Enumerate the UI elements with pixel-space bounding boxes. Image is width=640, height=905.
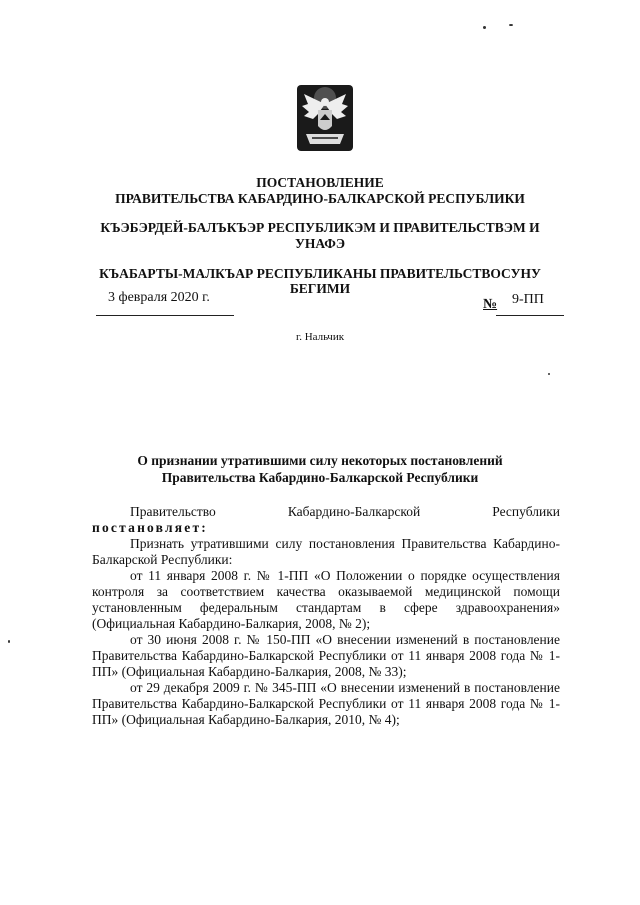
number-underline: [496, 315, 564, 316]
city-name: г. Нальчик: [295, 331, 345, 343]
decree-date: 3 февраля 2020 г.: [108, 290, 210, 305]
balkar-line-2: БЕГИМИ: [289, 281, 351, 296]
scan-speck: [8, 640, 10, 643]
scan-speck: [548, 373, 550, 375]
subject-line-1: О признании утратившими силу некоторых постановлений: [137, 453, 503, 468]
gov-word-1: Правительство: [130, 504, 216, 519]
paragraph-2: от 11 января 2008 г. № 1-ПП «О Положении о порядке осуществления контроля за соответствием качества оказываемой медицинской помощи установленным федеральным стандартам в сфере здравоохранения» (Официальная Кабардино-Балкария, 2008, № 2);: [92, 568, 560, 631]
date-underline: [96, 315, 234, 316]
paragraph-4: от 29 декабря 2009 г. № 345-ПП «О внесении изменений в постановление Правительства Кабардино-Балкарской Республики от 11 января 2008 года № 1-ПП» (Официальная Кабардино-Балкария, 2010, № 4);: [92, 680, 560, 727]
title-line-2: ПРАВИТЕЛЬСТВА КАБАРДИНО-БАЛКАРСКОЙ РЕСПУБЛИКИ: [115, 191, 525, 206]
kabardian-title: [80, 220, 560, 252]
decree-subject: [80, 452, 560, 486]
paragraph-1: Признать утратившими силу постановления Правительства Кабардино-Балкарской Республики:: [92, 536, 560, 567]
balkar-line-1: КЪАБАРТЫ-МАЛКЪАР РЕСПУБЛИКАНЫ ПРАВИТЕЛЬСТВОСУНУ: [99, 266, 541, 281]
title-line-1: ПОСТАНОВЛЕНИЕ: [256, 175, 384, 190]
kabardian-line-2: УНАФЭ: [294, 236, 346, 251]
scan-speck: [509, 24, 513, 26]
decree-number: 9-ПП: [512, 292, 544, 307]
postanovlyaet: постановляет:: [92, 520, 208, 535]
subject-line-2: Правительства Кабардино-Балкарской Республики: [161, 470, 479, 485]
coat-of-arms-emblem: [296, 84, 354, 152]
paragraph-3: от 30 июня 2008 г. № 150-ПП «О внесении изменений в постановление Правительства Кабардино-Балкарской Республики от 11 января 2008 года № 1-ПП» (Официальная Кабардино-Балкария, 2008, № 33);: [92, 632, 560, 679]
decree-title: [80, 175, 560, 207]
number-sign: №: [483, 297, 498, 312]
decree-body: [92, 504, 560, 728]
gov-word-2: Кабардино-Балкарской: [287, 504, 421, 519]
scan-speck: [483, 26, 486, 29]
kabardian-line-1: КЪЭБЭРДЕЙ-БАЛЪКЪЭР РЕСПУБЛИКЭМ И ПРАВИТЕЛЬСТВЭМ И: [100, 220, 540, 235]
government-line: [92, 504, 560, 520]
gov-word-3: Республики: [492, 504, 560, 519]
